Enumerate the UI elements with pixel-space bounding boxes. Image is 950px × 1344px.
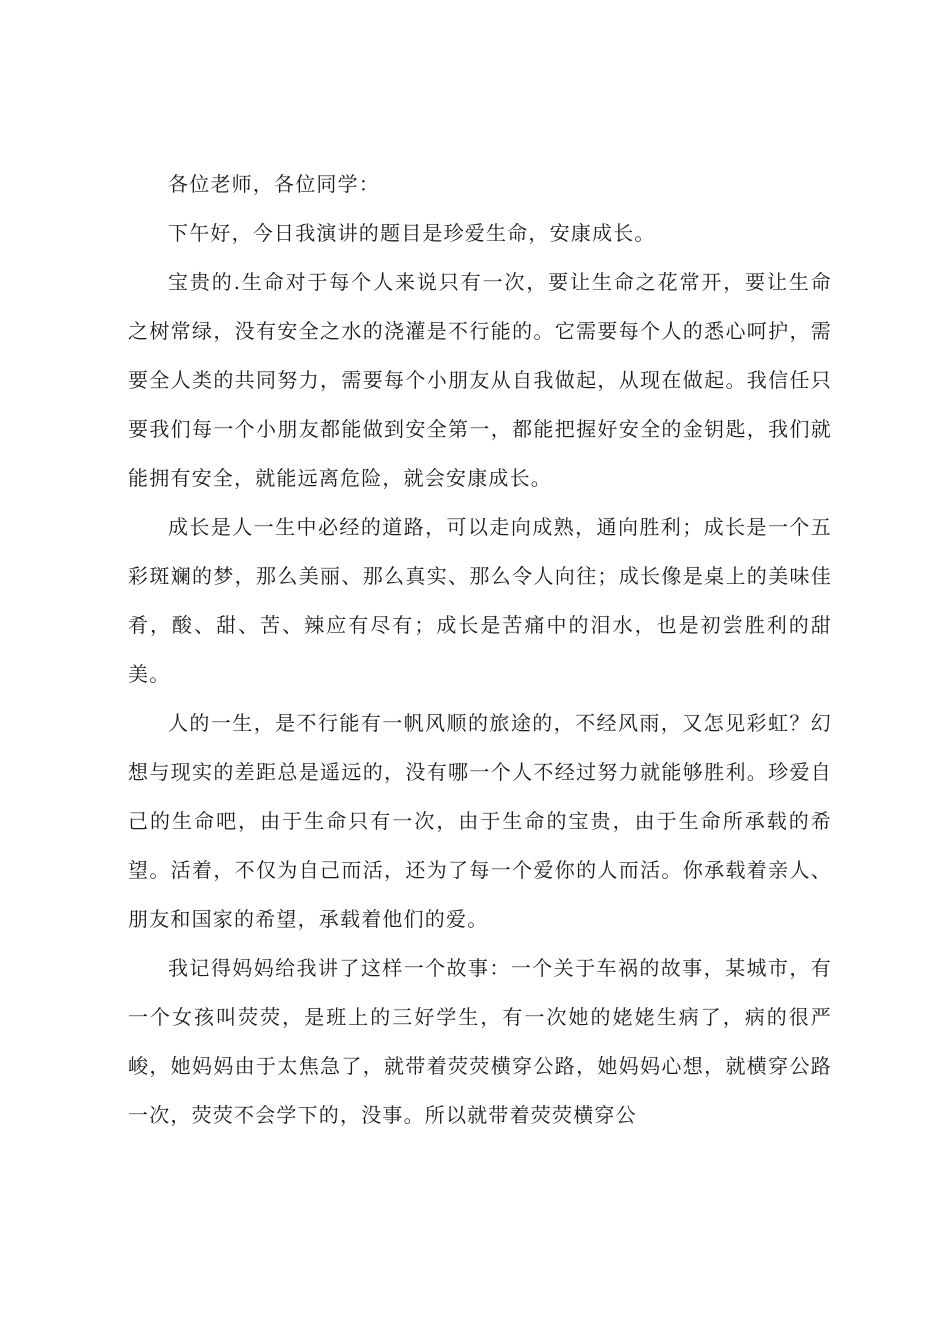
paragraph-cherish: 人的一生，是不行能有一帆风顺的旅途的，不经风雨，又怎见彩虹？幻想与现实的差距总是遥远的，没有哪一个人不经过努力就能够胜利。珍爱自己的生命吧，由于生命只有一次，由于生命的宝贵，由于生命所承载的希望。活着，不仅为自己而活，还为了每一个爱你的人而活。你承载着亲人、朋友和国家的希望，承载着他们的爱。: [128, 711, 832, 931]
paragraph-story: 我记得妈妈给我讲了这样一个故事：一个关于车祸的故事，某城市，有一个女孩叫荧荧，是班上的三好学生，有一次她的姥姥生病了，病的很严峻，她妈妈由于太焦急了，就带着荧荧横穿公路，她妈妈心想，就横穿公路一次，荧荧不会学下的，没事。所以就带着荧荧横穿公: [128, 956, 832, 1127]
paragraph-growth: 成长是人一生中必经的道路，可以走向成熟，通向胜利；成长是一个五彩斑斓的梦，那么美丽、那么真实、那么令人向往；成长像是桌上的美味佳肴，酸、甜、苦、辣应有尽有；成长是苦痛中的泪水，也是初尝胜利的甜美。: [128, 515, 832, 686]
salutation: 各位老师，各位同学：: [168, 172, 380, 196]
opening-paragraph: 下午好，今日我演讲的题目是珍爱生命，安康成长。: [168, 221, 656, 245]
speech-body: [128, 160, 832, 1140]
paragraph-life: 宝贵的.生命对于每个人来说只有一次，要让生命之花常开，要让生命之树常绿，没有安全之水的浇灌是不行能的。它需要每个人的悉心呵护，需要全人类的共同努力，需要每个小朋友从自我做起，从现在做起。我信任只要我们每一个小朋友都能做到安全第一，都能把握好安全的金钥匙，我们就能拥有安全，就能远离危险，就会安康成长。: [128, 270, 832, 490]
